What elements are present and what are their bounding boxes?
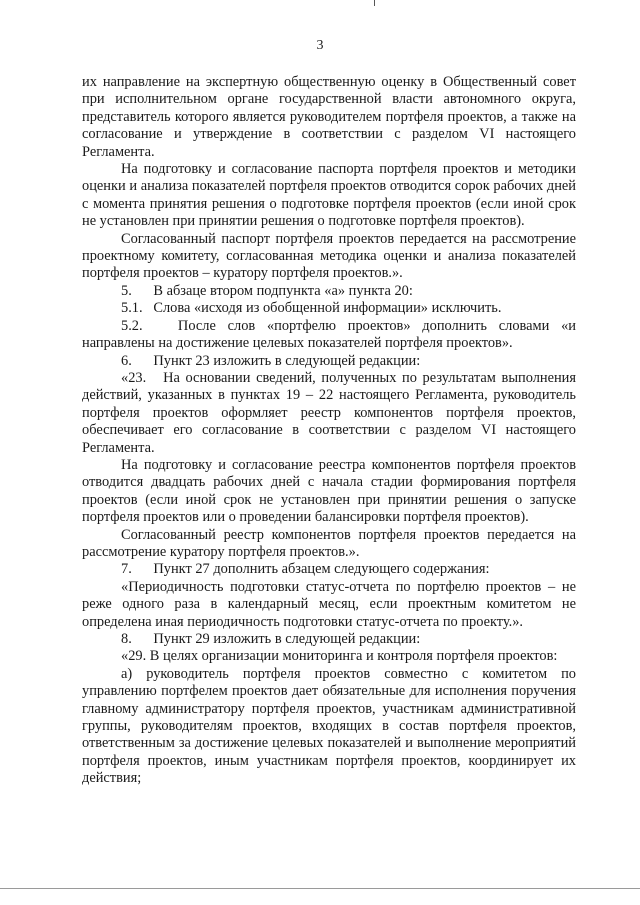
- document-body: [82, 74, 576, 788]
- item-8: 8. Пункт 29 изложить в следующей редакции:: [121, 631, 421, 647]
- paragraph-continuation: их направление на экспертную общественную оценку в Общественный совет при исполнительном органе государственной власти автономного округа, представитель которого является руководителем портфеля проектов, а также на согласование и утверждение в соответствии с разделом VI настоящего Регламента.: [82, 74, 576, 160]
- paragraph-passport-transfer: Согласованный паспорт портфеля проектов передается на рассмотрение проектному комитету, согласованная методика оценки и анализа показателей портфеля проектов – куратору портфеля проектов.».: [82, 230, 576, 282]
- item-5-1: 5.1. Слова «исходя из обобщенной информации» исключить.: [121, 300, 502, 317]
- clause-23: «23. На основании сведений, полученных по результатам выполнения действий, указанных в пунктах 19 – 22 настоящего Регламента, руководитель портфеля проектов оформляет реестр компонентов портфеля проектов, обеспечивает его согласование в соответствии с разделом VI настоящего Регламента.: [82, 369, 576, 456]
- scan-mark: [374, 0, 375, 6]
- clause-29: «29. В целях организации мониторинга и контроля портфеля проектов:: [121, 648, 558, 665]
- paragraph-status-report-frequency: «Периодичность подготовки статус-отчета по портфелю проектов – не реже одного раза в календарный месяц, если проектным комитетом не определена иная периодичность подготовки статус-отчета по проекту.».: [82, 578, 576, 630]
- paragraph-registry-deadline: На подготовку и согласование реестра компонентов портфеля проектов отводится двадцать рабочих дней с начала стадии формирования портфеля проектов (если иной срок не установлен при принятии решения о запуске портфеля проектов или о проведении балансировки портфеля проектов).: [82, 456, 576, 526]
- paragraph-passport-deadline: На подготовку и согласование паспорта портфеля проектов и методики оценки и анализа показателей портфеля проектов отводится сорок рабочих дней с момента принятия решения о подготовке портфеля проектов (если иной срок не установлен при принятии решения о подготовке портфеля проектов).: [82, 161, 576, 230]
- paragraph-registry-transfer: Согласованный реестр компонентов портфеля проектов передается на рассмотрение куратору портфеля проектов.».: [82, 526, 576, 560]
- item-6: 6. Пункт 23 изложить в следующей редакции:: [121, 352, 421, 369]
- item-5-2: 5.2. После слов «портфелю проектов» дополнить словами «и направлены на достижение целевых показателей портфеля проектов».: [82, 317, 576, 352]
- scan-edge-line: [0, 888, 640, 889]
- clause-29-a: а) руководитель портфеля проектов совместно с комитетом по управлению портфелем проектов дает обязательные для исполнения поручения главному администратору портфеля проектов, участникам административной группы, руководителям проектов, входящих в состав портфеля проектов, ответственным за достижение целевых показателей и выполнение мероприятий портфеля проектов, иным участникам портфеля проектов, координирует их действия;: [82, 665, 576, 787]
- item-7: 7. Пункт 27 дополнить абзацем следующего содержания:: [121, 561, 490, 578]
- page-number: 3: [316, 38, 324, 53]
- item-5: 5. В абзаце втором подпункта «а» пункта 20:: [121, 282, 413, 299]
